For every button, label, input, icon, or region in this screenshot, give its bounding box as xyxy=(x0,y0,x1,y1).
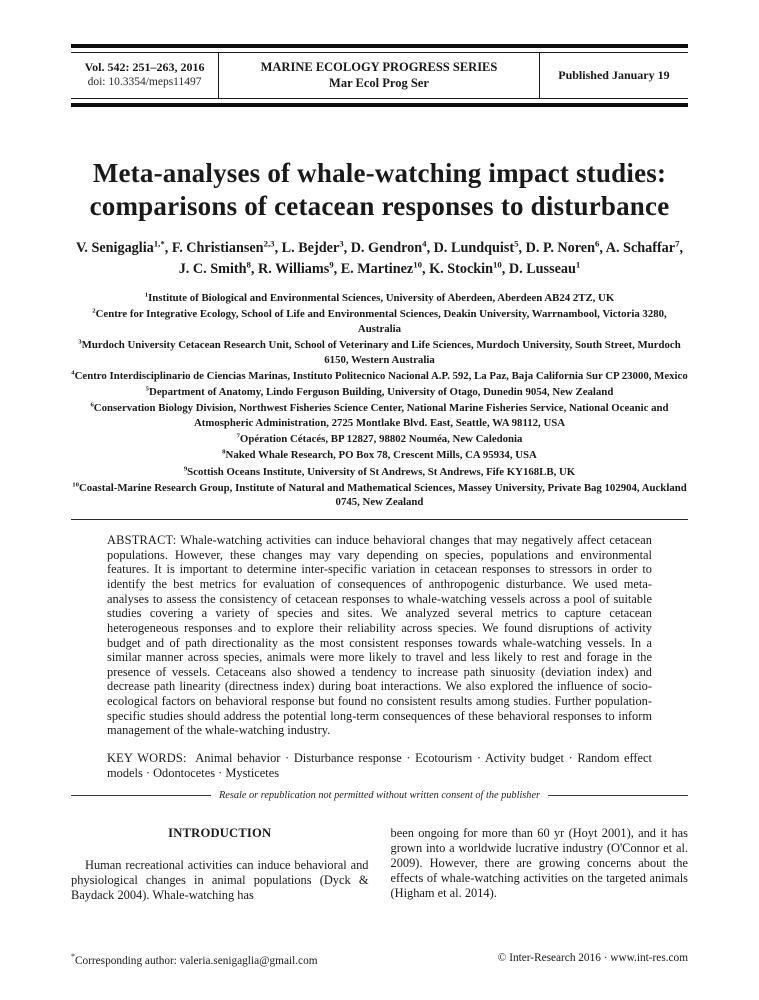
introduction-heading: INTRODUCTION xyxy=(168,826,272,841)
article-title-line2: comparisons of cetacean responses to disturbance xyxy=(89,190,670,221)
author: R. Williams$^9$ xyxy=(258,259,334,277)
corresponding-author-mark: * xyxy=(71,952,75,962)
affiliation: $^3$Murdoch University Cetacean Research Unit, School of Veterinary and Life Sciences, Murdoch University, South Street, Murdoch 6150, Western Australia xyxy=(78,338,681,366)
corresponding-author-text: Corresponding author: valeria.senigaglia@gmail.com xyxy=(74,955,318,967)
right-column xyxy=(391,826,689,903)
affiliation: $^8$Naked Whale Research, PO Box 78, Crescent Mills, CA 95934, USA xyxy=(222,448,537,462)
resale-notice xyxy=(71,790,688,801)
affiliation: $^5$Department of Anatomy, Lindo Ferguson Building, University of Otago, Dunedin 9054, New Zealand xyxy=(145,385,614,399)
volume-info-cell xyxy=(71,53,219,99)
author: E. Martinez$^{10}$ xyxy=(340,259,423,277)
affiliation: $^7$Opération Cétacés, BP 12827, 98802 Nouméa, New Caledonia xyxy=(236,432,523,446)
article-title-line1: Meta-analyses of whale-watching impact studies: xyxy=(92,157,667,188)
article-title xyxy=(71,157,688,223)
header-top-rule xyxy=(71,44,688,48)
journal-abbreviation: Mar Ecol Prog Ser xyxy=(329,76,429,91)
abstract-text: Whale-watching activities can induce behavioral changes that may negatively affect cetacean populations. However, these changes may vary depending on species, populations and environmental features. It is important to determine inter-specific variation in cetacean responses to stressors in order to identify the best metrics for evaluation of consequences of anthropogenic disturbance. We used meta-analyses to assess the consistency of cetacean responses to whale-watching vessels across a pool of suitable studies covering a variety of species and sites. We analyzed several metrics to capture cetacean heterogeneous responses and to explore their reliability across species. We found disruptions of activity budget and of path directionality as the most consistent responses towards whale-watching vessels. In a similar manner across species, animals were more likely to travel and less likely to rest and forage in the presence of vessels. Cetaceans also showed a tendency to increase path sinuosity (deviation index) and decrease path linearity (directness index) during boat interactions. We also explored the influence of socio-ecological factors on behavioral response but found no consistent results among studies. Further population-specific studies should address the potential long-term consequences of these behavioral responses to inform management of the whale-watching industry. xyxy=(107,533,652,738)
author: L. Bejder$^3$ xyxy=(281,237,344,256)
journal-name: MARINE ECOLOGY PROGRESS SERIES xyxy=(260,59,498,74)
author: A. Schaffar$^7$ xyxy=(605,237,680,256)
abstract xyxy=(107,533,652,738)
affiliation: $^1$Institute of Biological and Environmental Sciences, University of Aberdeen, Aberdeen AB24 2TZ, UK xyxy=(144,291,615,305)
resale-right-rule xyxy=(548,795,688,796)
abstract-label: ABSTRACT: xyxy=(107,533,177,548)
abstract-divider-rule xyxy=(71,519,688,520)
introduction-paragraph-right: been ongoing for more than 60 yr (Hoyt 2001), and it has grown into a worldwide lucrative industry (O'Connor et al. 2009). However, there are growing concerns about the effects of whale-watching activities on the targeted animals (Higham et al. 2014). xyxy=(390,826,688,900)
left-column xyxy=(71,826,369,903)
keywords xyxy=(107,751,652,780)
affiliation: $^4$Centro Interdisciplinario de Ciencias Marinas, Instituto Politecnico Nacional A.P. 592, La Paz, Baja California Sur CP 23000, Mexico xyxy=(71,369,688,383)
author-list: V. Senigaglia$^{1,*}$, F. Christiansen$^{2,3}$, L. Bejder$^3$, D. Gendron$^4$, D. Lundquist$^5$, D. P. Noren$^6$, A. Schaffar$^7$, J. C. Smith$^8$, R. Williams$^9$, E. Martinez$^{10}$, K. Stockin$^{10}$, D. Lusseau$^1$ xyxy=(75,237,684,277)
volume-line: Vol. 542: 251–263, 2016 xyxy=(84,59,205,74)
affiliation-list xyxy=(71,291,688,510)
affiliation: $^2$Centre for Integrative Ecology, School of Life and Environmental Sciences, Deakin University, Warrnambool, Victoria 3280, Australia xyxy=(92,307,667,336)
author: F. Christiansen$^{2,3}$ xyxy=(171,237,275,256)
doi-line: doi: 10.3354/meps11497 xyxy=(87,75,202,88)
published-date-cell xyxy=(540,53,688,99)
affiliation: $^9$Scottish Oceans Institute, University of St Andrews, St Andrews, Fife KY168LB, UK xyxy=(183,465,576,478)
author: J. C. Smith$^8$ xyxy=(178,259,251,277)
affiliation: $^6$Conservation Biology Division, Northwest Fisheries Science Center, National Marine Fisheries Service, National Oceanic and Atmospheric Administration, 2725 Montlake Blvd. East, Seattle, WA 98112, USA xyxy=(90,401,669,430)
journal-name-cell xyxy=(219,53,540,99)
copyright-line: © Inter-Research 2016 · www.int-res.com xyxy=(497,952,688,965)
article-body xyxy=(71,826,688,903)
resale-notice-text: Resale or republication not permitted without written consent of the publisher xyxy=(218,790,541,802)
author: V. Senigaglia$^{1,*}$ xyxy=(75,237,165,256)
author: D. Lusseau$^1$ xyxy=(508,259,581,277)
resale-left-rule xyxy=(71,795,211,796)
author: D. P. Noren$^6$ xyxy=(525,237,600,256)
journal-header xyxy=(71,52,688,100)
introduction-paragraph-left: Human recreational activities can induce behavioral and physiological changes in animal populations (Dyck & Baydack 2004). Whale-watching has xyxy=(71,858,369,902)
author: D. Lundquist$^5$ xyxy=(433,237,519,256)
page-footer xyxy=(71,952,688,967)
author: D. Gendron$^4$ xyxy=(350,237,427,256)
corresponding-author-note xyxy=(71,952,318,967)
author: K. Stockin$^{10}$ xyxy=(429,259,502,277)
keywords-label: KEY WORDS: xyxy=(107,750,187,765)
keywords-text: Animal behavior · Disturbance response · Ecotourism · Activity budget · Random effect models · Odontocetes · Mysticetes xyxy=(107,750,652,780)
affiliation: $^{10}$Coastal-Marine Research Group, Institute of Natural and Mathematical Sciences, Massey University, Private Bag 102904, Auckland 0745, New Zealand xyxy=(72,481,687,509)
published-date: Published January 19 xyxy=(558,67,670,82)
header-bottom-rule xyxy=(71,103,688,107)
